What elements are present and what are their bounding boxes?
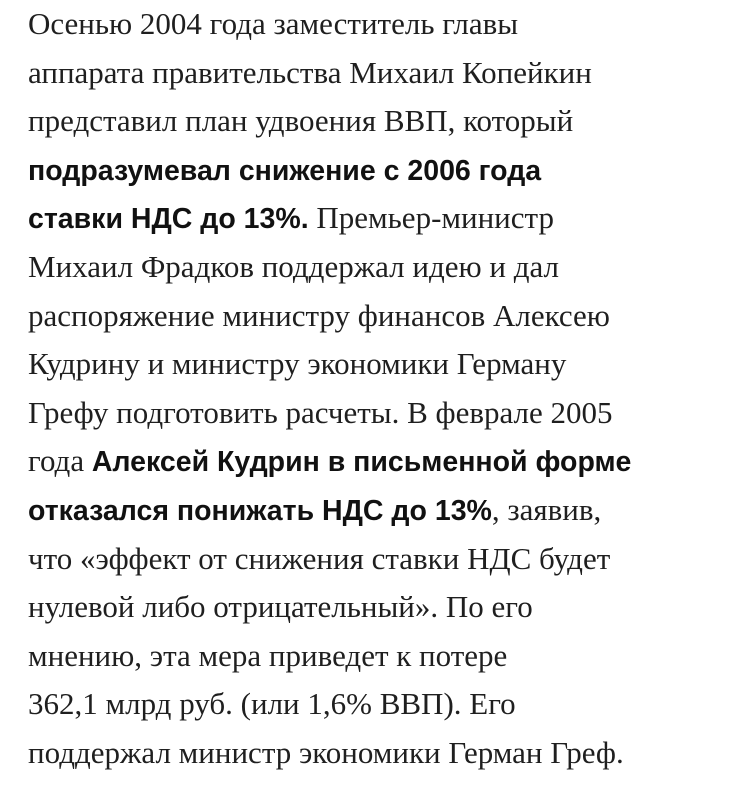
text-line [28, 292, 740, 341]
text-line [28, 146, 740, 195]
line-text: 362,1 млрд руб. (или 1,6% ВВП). Его [28, 686, 516, 722]
line-text: Кудрину и министру экономики Герману [28, 346, 567, 382]
bold-highlight: Алексей Кудрин в письменной форме [91, 446, 632, 479]
line-text: Премьер-министр [308, 200, 554, 236]
line-text: нулевой либо отрицательный». По его [28, 589, 533, 625]
text-line [28, 243, 740, 292]
text-line [28, 340, 740, 389]
line-text: Грефу подготовить расчеты. В феврале 2005 [28, 394, 613, 430]
line-text: Осенью 2004 года заместитель главы [28, 6, 519, 41]
text-line [28, 535, 740, 584]
text-line [28, 632, 740, 681]
line-text: что «эффект от снижения ставки НДС будет [28, 540, 611, 576]
text-line [28, 97, 740, 146]
text-line [28, 486, 740, 535]
text-line [28, 389, 740, 438]
text-line [28, 680, 740, 729]
text-line [28, 583, 740, 632]
line-text: представил план удвоения ВВП, который [28, 103, 574, 139]
text-line [28, 194, 740, 243]
line-text: мнению, эта мера приведет к потере [28, 637, 508, 673]
line-text: распоряжение министру финансов Алексею [28, 297, 610, 333]
text-line [28, 0, 740, 49]
line-text: поддержал министр экономики Герман Греф. [28, 734, 624, 770]
line-text: Михаил Фрадков поддержал идею и дал [28, 248, 560, 284]
text-line [28, 437, 740, 486]
line-text: , заявив, [491, 491, 602, 527]
bold-highlight: подразумевал снижение с 2006 года [28, 154, 542, 187]
bold-highlight: ставки НДС до 13%. [28, 203, 309, 236]
article-text [28, 0, 740, 778]
line-text: года [28, 443, 92, 479]
text-line [28, 729, 740, 778]
text-line [28, 49, 740, 98]
line-text: аппарата правительства Михаил Копейкин [28, 54, 592, 90]
bold-highlight: отказался понижать НДС до 13% [28, 494, 492, 527]
